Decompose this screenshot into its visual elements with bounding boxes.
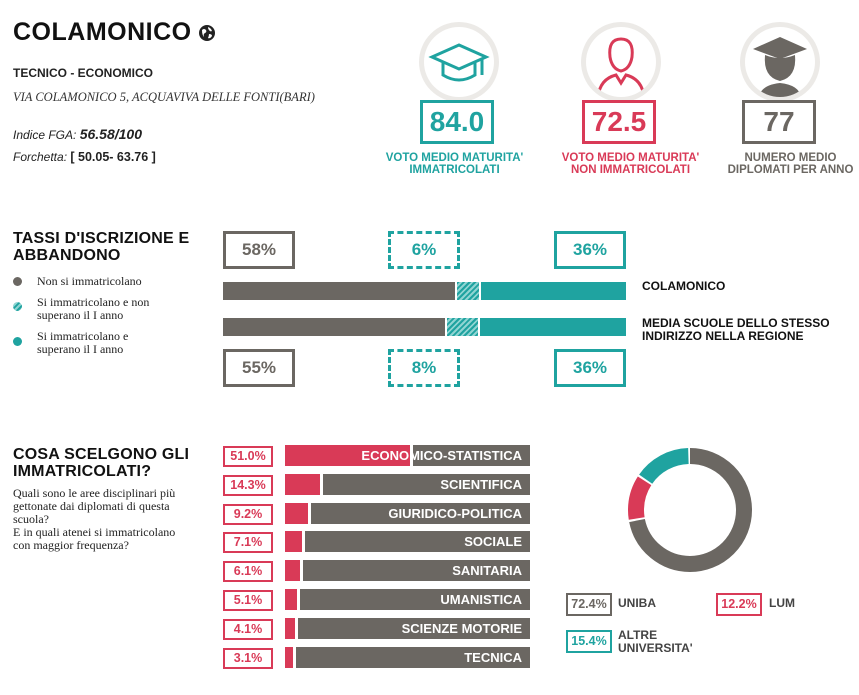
desc-line: scuola?: [13, 512, 49, 526]
area-label: ECONOMICO-STATISTICA: [361, 448, 522, 463]
desc-line: Quali sono le aree disciplinari più: [13, 486, 176, 500]
legend-dropout: [37, 296, 149, 322]
stat-caption: [372, 152, 537, 176]
stat-caption-line: VOTO MEDIO MATURITA': [561, 152, 700, 164]
region-label-line: INDIRIZZO NELLA REGIONE: [642, 329, 804, 343]
stat-caption: [548, 152, 713, 176]
legend-dot-not-enrolled: [13, 277, 22, 286]
stat-value-box: 72.5: [582, 100, 656, 144]
fork-range: [13, 150, 156, 164]
region-not-enrolled-pct: 55%: [223, 349, 295, 387]
uni-label-lum: LUM: [769, 596, 795, 610]
desc-line: E in quali atenei si immatricolano: [13, 525, 176, 539]
uni-label-uniba: UNIBA: [618, 596, 656, 610]
school-address: VIA COLAMONICO 5, ACQUAVIVA DELLE FONTI(BARI): [13, 90, 315, 104]
choices-title-line: IMMATRICOLATI?: [13, 463, 152, 480]
graduation-cap-icon: [424, 27, 494, 97]
area-label: TECNICA: [464, 650, 522, 665]
region-stacked-bar: [223, 318, 626, 336]
school-bar-label: COLAMONICO: [642, 279, 726, 293]
desc-line: gettonate dai diplomati di questa: [13, 499, 170, 513]
rates-title-line: TASSI D'ISCRIZIONE E: [13, 230, 190, 247]
area-label: SCIENZE MOTORIE: [401, 621, 522, 636]
rates-title-line: ABBANDONO: [13, 247, 121, 264]
legend-dot-continue: [13, 337, 22, 346]
choices-title-line: COSA SCELGONO GLI: [13, 446, 190, 463]
stat-icon-circle: [419, 22, 499, 102]
choices-description: [13, 487, 213, 552]
bar-segment-continue: [480, 318, 626, 336]
graduate-person-icon: [745, 27, 815, 97]
legend-line: superano il I anno: [37, 308, 124, 322]
uni-pct-other: 15.4%: [566, 630, 612, 653]
universities-donut: [620, 440, 760, 580]
legend-line: Si immatricolano e non: [37, 295, 150, 309]
area-label: SCIENTIFICA: [440, 477, 522, 492]
fork-label: Forchetta:: [13, 150, 68, 164]
bar-segment-not-enrolled: [223, 318, 445, 336]
area-pct: 9.2%: [223, 504, 273, 525]
school-type: TECNICO - ECONOMICO: [13, 66, 153, 80]
uni-label-other: [618, 629, 693, 655]
rates-title: [13, 230, 189, 264]
legend-continue: [37, 330, 128, 356]
school-continue-pct: 36%: [554, 231, 626, 269]
area-label: SOCIALE: [464, 534, 522, 549]
fga-label: Indice FGA:: [13, 128, 77, 142]
stat-caption-line: NON IMMATRICOLATI: [570, 164, 691, 176]
fga-value: 56.58/100: [79, 126, 142, 142]
bar-segment-dropout: [447, 318, 478, 336]
stat-caption-line: DIPLOMATI PER ANNO: [727, 164, 854, 176]
region-continue-pct: 36%: [554, 349, 626, 387]
legend-line: Si immatricolano e: [37, 329, 129, 343]
fork-value: [ 50.05- 63.76 ]: [70, 150, 156, 164]
stat-value-box: 77: [742, 100, 816, 144]
bar-segment-not-enrolled: [223, 282, 455, 300]
desc-line: con maggior frequenza?: [13, 538, 129, 552]
stat-caption: [708, 152, 859, 176]
legend-line: superano il I anno: [37, 342, 124, 356]
area-pct: 6.1%: [223, 561, 273, 582]
globe-icon[interactable]: [198, 24, 216, 42]
stat-caption-line: IMMATRICOLATI: [409, 164, 500, 176]
person-icon: [586, 27, 656, 97]
bar-segment-continue: [481, 282, 626, 300]
bar-segment-dropout: [457, 282, 479, 300]
school-name: COLAMONICO: [13, 18, 192, 46]
area-pct: 5.1%: [223, 590, 273, 611]
school-stacked-bar: [223, 282, 626, 300]
region-label-line: MEDIA SCUOLE DELLO STESSO: [642, 316, 830, 330]
stat-icon-circle: [740, 22, 820, 102]
school-not-enrolled-pct: 58%: [223, 231, 295, 269]
uni-label-line: ALTRE: [618, 628, 658, 642]
legend-dot-dropout: [13, 302, 22, 311]
stat-value-box: 84.0: [420, 100, 494, 144]
stat-caption-line: VOTO MEDIO MATURITA': [385, 152, 524, 164]
uni-label-line: UNIVERSITA': [618, 641, 693, 655]
stat-icon-circle: [581, 22, 661, 102]
fga-index: [13, 126, 142, 142]
region-dropout-pct: 8%: [388, 349, 460, 387]
choices-title: [13, 446, 189, 480]
area-pct: 51.0%: [223, 446, 273, 467]
school-dropout-pct: 6%: [388, 231, 460, 269]
area-label: GIURIDICO-POLITICA: [388, 506, 522, 521]
area-pct: 14.3%: [223, 475, 273, 496]
region-bar-label: [642, 317, 830, 343]
legend-not-enrolled: Non si immatricolano: [37, 274, 142, 288]
area-pct: 3.1%: [223, 648, 273, 669]
stat-caption-line: NUMERO MEDIO: [744, 152, 837, 164]
uni-pct-lum: 12.2%: [716, 593, 762, 616]
area-label: SANITARIA: [452, 563, 522, 578]
uni-pct-uniba: 72.4%: [566, 593, 612, 616]
area-pct: 4.1%: [223, 619, 273, 640]
area-label: UMANISTICA: [440, 592, 522, 607]
area-pct: 7.1%: [223, 532, 273, 553]
